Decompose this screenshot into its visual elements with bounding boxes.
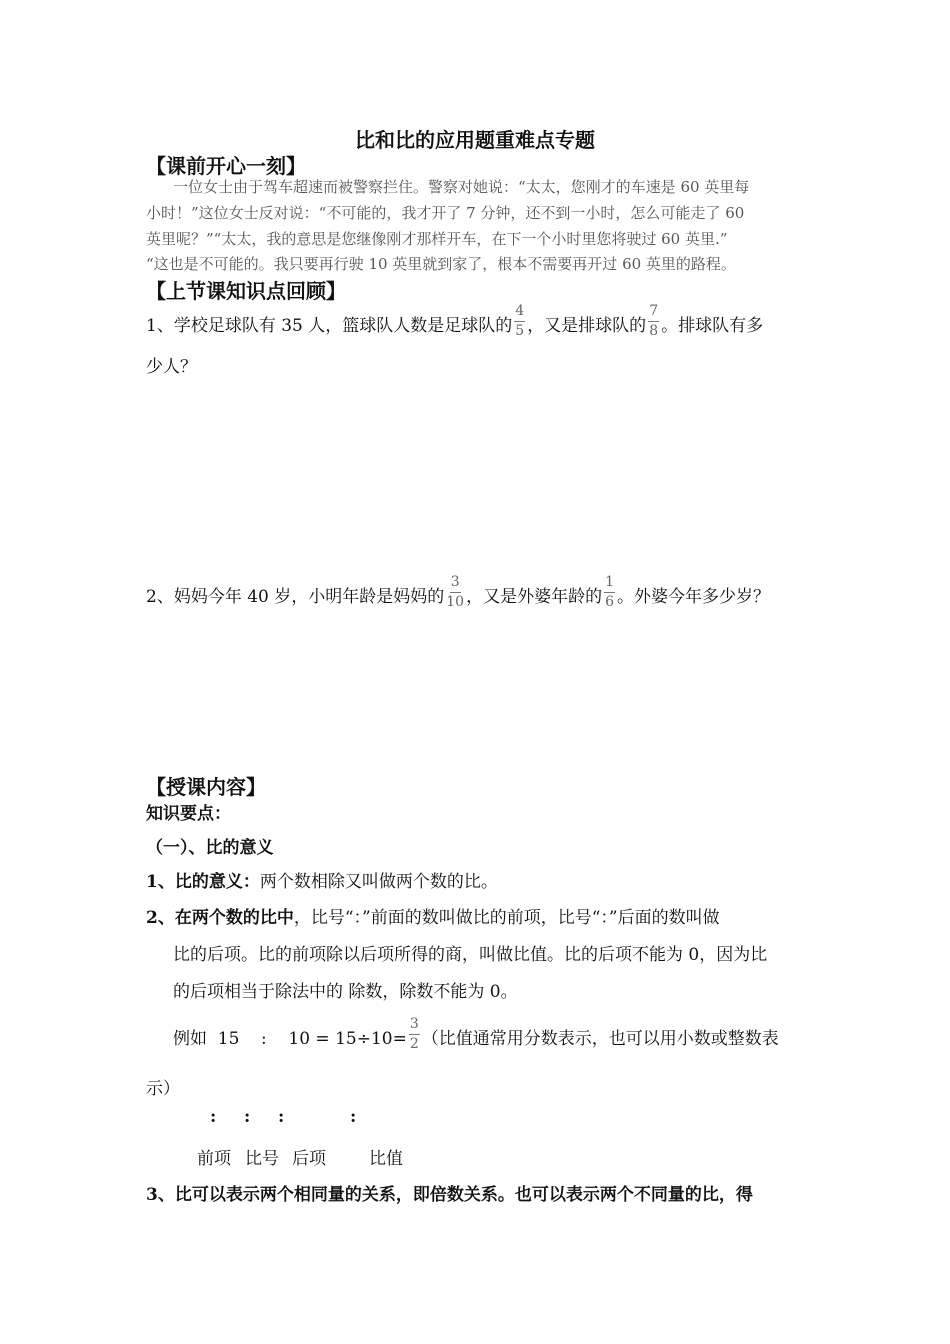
example-fraction-den: 2 [409, 1035, 419, 1052]
q1-fraction-2-num: 7 [648, 302, 659, 322]
example-line [173, 1013, 779, 1059]
q1-fraction-1-num: 4 [514, 302, 525, 322]
story-line-2: 小时！”这位女士反对说：“不可能的，我才开了 7 分钟，还不到一小时，怎么可能走了 60 [146, 204, 745, 222]
question-1 [146, 300, 763, 346]
colon-marker-4: : [350, 1107, 357, 1127]
q2-fraction-1-num: 3 [450, 573, 461, 593]
section-warmup-heading: 【课前开心一刻】 [146, 154, 306, 178]
section-review-heading: 【上节课知识点回顾】 [146, 279, 346, 303]
point-2-text: ，比号“：”前面的数叫做比的前项，比号“：”后面的数叫做 [293, 908, 720, 928]
label-ratio-value: 比值 [369, 1149, 403, 1169]
section-content-heading: 【授课内容】 [146, 775, 266, 799]
q1-fraction-1-den: 5 [515, 322, 525, 339]
point-1-text: 两个数相除又叫做两个数的比。 [259, 872, 498, 892]
label-ratio-sign: 比号 [245, 1149, 279, 1169]
point-2-line-2: 比的后项。比的前项除以后项所得的商，叫做比值。比的后项不能为 0，因为比 [173, 945, 768, 965]
label-front-term: 前项 [197, 1149, 231, 1169]
q1-text-2: ，又是排球队的 [527, 315, 647, 336]
q1-fraction-2 [648, 302, 659, 341]
question-2 [146, 571, 770, 617]
q2-fraction-2-num: 1 [604, 573, 615, 593]
example-line-2: 示） [146, 1079, 180, 1099]
page-title: 比和比的应用题重难点专题 [355, 128, 595, 152]
q2-text-2: ，又是外婆年龄的 [466, 586, 603, 607]
subsection-1-heading: （一）、比的意义 [146, 838, 274, 858]
label-back-term: 后项 [292, 1149, 326, 1169]
example-fraction [409, 1015, 420, 1054]
q2-fraction-2-den: 6 [605, 593, 615, 610]
q1-text-3: 。排球队有多 [661, 315, 764, 336]
q2-fraction-2 [604, 573, 615, 612]
q1-fraction-1 [514, 302, 525, 341]
story-line-4: “这也是不可能的。我只要再行驶 10 英里就到家了，根本不需要再开过 60 英里的路程。 [146, 255, 736, 273]
colon-marker-2: : [244, 1107, 251, 1127]
point-2-label: 2、在两个数的比中 [146, 908, 294, 928]
example-text-1: 例如 15 : 10 = 15÷10= [173, 1028, 407, 1049]
colon-marker-3: : [278, 1107, 285, 1127]
point-2 [146, 903, 720, 928]
example-text-2: （比值通常用分数表示，也可以用小数或整数表 [421, 1028, 779, 1049]
example-fraction-num: 3 [409, 1015, 420, 1035]
q2-text-3: 。外婆今年多少岁？ [617, 586, 771, 607]
point-1 [146, 867, 498, 892]
q2-text-1: 2、妈妈今年 40 岁，小明年龄是妈妈的 [146, 586, 445, 607]
q1-text-1: 1、学校足球队有 35 人，篮球队人数是足球队的 [146, 315, 513, 336]
key-points-label: 知识要点： [146, 804, 231, 824]
point-2-line-3: 的后项相当于除法中的 除数，除数不能为 0。 [173, 982, 518, 1002]
q2-fraction-1 [446, 573, 464, 612]
story-line-1: 一位女士由于驾车超速而被警察拦住。警察对她说：“太太，您刚才的车速是 60 英里每 [173, 178, 750, 196]
point-1-label: 1、比的意义： [146, 872, 260, 892]
point-3: 3、比可以表示两个相同量的关系，即倍数关系。也可以表示两个不同量的比，得 [146, 1185, 753, 1205]
q2-fraction-1-den: 10 [446, 593, 465, 610]
question-1-line-2: 少人？ [146, 357, 197, 377]
colon-marker-1: : [210, 1107, 217, 1127]
q1-fraction-2-den: 8 [649, 322, 659, 339]
story-line-3: 英里呢？”“太太，我的意思是您继像刚才那样开车，在下一个小时里您将驶过 60 英里.” [146, 230, 728, 248]
